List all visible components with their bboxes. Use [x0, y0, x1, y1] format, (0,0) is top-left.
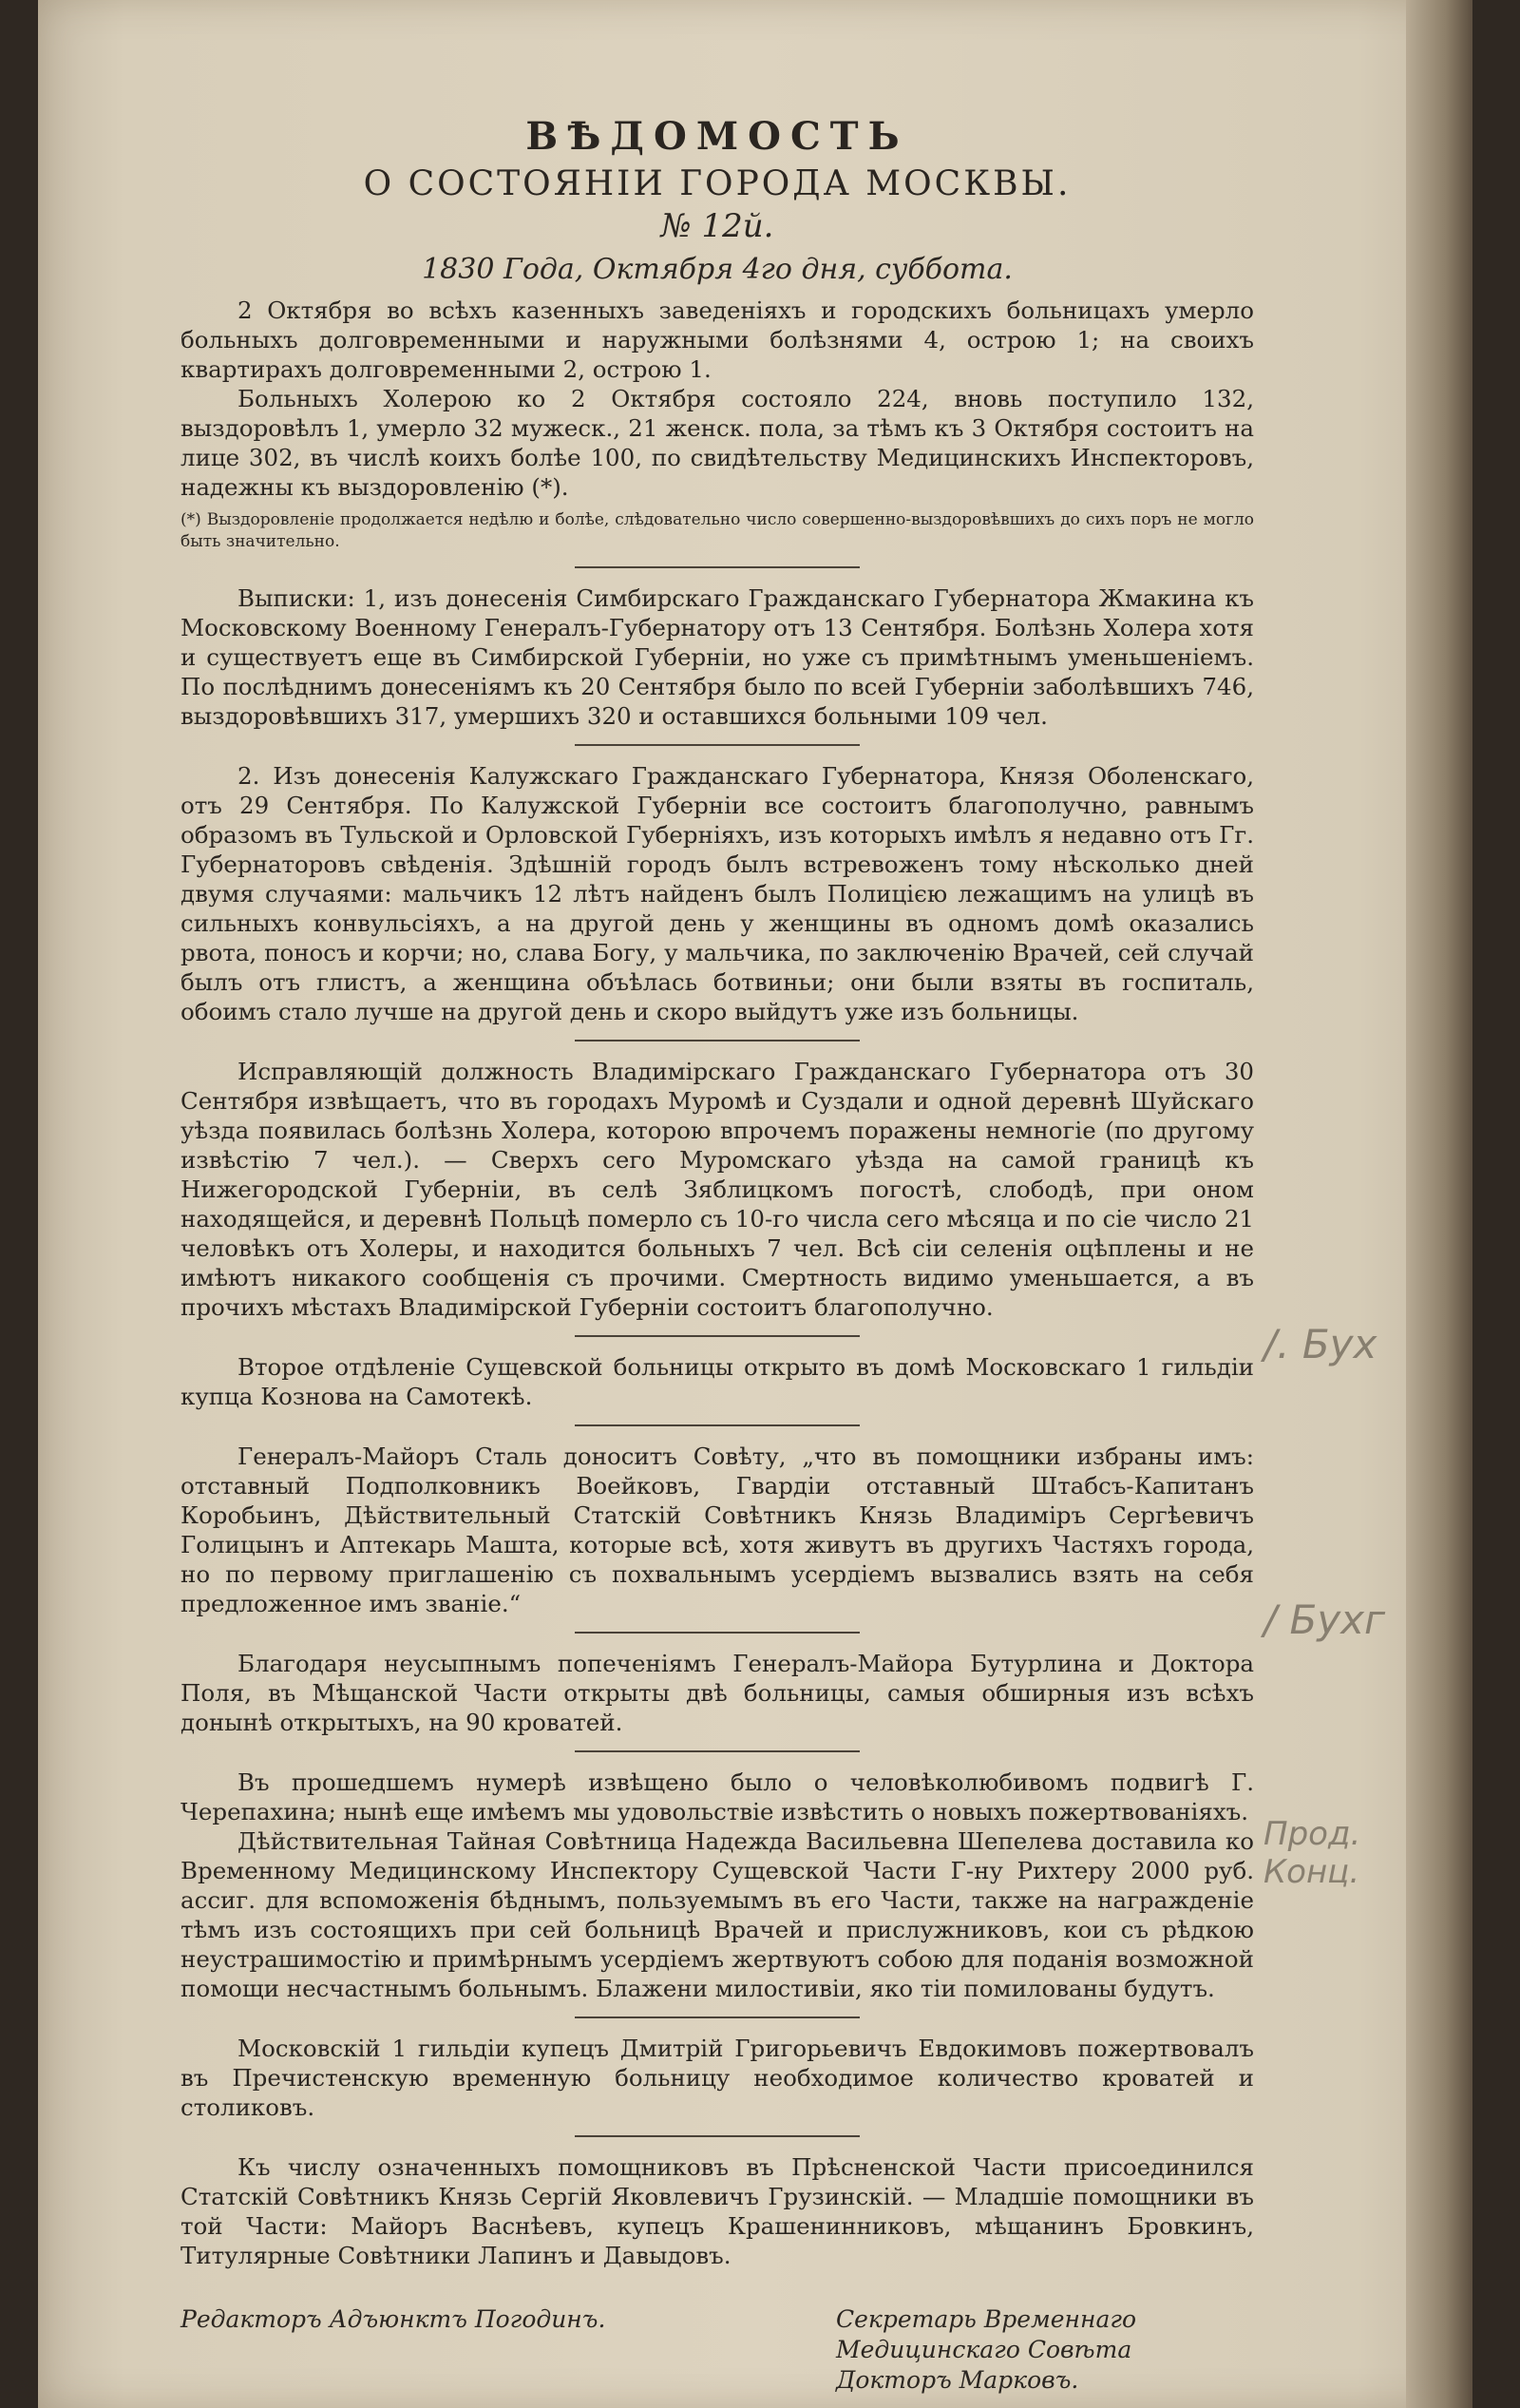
footnote: (*) Выздоровленіе продолжается недѣлю и болѣе, слѣдовательно число совершенно-выздоровѣвшихъ до сихъ поръ не могло быть значительно.: [180, 510, 1254, 551]
paragraph-cherepakhin: Въ прошедшемъ нумерѣ извѣщено было о человѣколюбивомъ подвигѣ Г. Черепахина; нынѣ еще имѣемъ мы удовольствіе извѣстить о новыхъ пожертвованіяхъ.: [180, 1768, 1254, 1825]
margin-note: Прод. Конц.: [1264, 1815, 1361, 1891]
section-divider: [575, 1632, 860, 1634]
section-divider: [575, 744, 860, 746]
section-divider: [575, 566, 860, 568]
paragraph-stal: Генералъ-Майоръ Сталь доноситъ Совѣту, „что въ помощники избраны имъ: отставный Подполковникъ Воейковъ, Гвардіи отставный Штабсъ-Капитанъ Коробьинъ, Дѣйствительный Статскій Совѣтникъ Князь Владиміръ Сергѣевичъ Голицынъ и Аптекарь Машта, которые всѣ, хотя живутъ въ другихъ Частяхъ города, но по первому приглашенію съ похвальнымъ усердіемъ вызвались взять на себя предложенное имъ званіе.“: [180, 1443, 1254, 1617]
page-binding-edge: [1406, 0, 1472, 2408]
page-content: [180, 114, 1254, 2394]
paragraph-cholera-count: Больныхъ Холерою ко 2 Октября состояло 224, вновь поступило 132, выздоровѣлъ 1, умерло 32 мужеск., 21 женск. пола, за тѣмъ къ 3 Октября состоитъ на лице 302, въ числѣ коихъ болѣе 100, по свидѣтельству Медицинскихъ Инспекторовъ, надежны къ выздоровленію (*).: [180, 385, 1254, 501]
section-divider: [575, 2135, 860, 2137]
paragraph-kaluga: 2. Изъ донесенія Калужскаго Гражданскаго Губернатора, Князя Оболенскаго, отъ 29 Сентября. По Калужской Губерніи все состоитъ благополучно, равнымъ образомъ въ Тульской и Орловской Губерніяхъ, изъ которыхъ имѣлъ я недавно отъ Гг. Губернаторовъ свѣденія. Здѣшній городъ былъ встревоженъ тому нѣсколько дней двумя случаями: мальчикъ 12 лѣтъ найденъ былъ Полицією лежащимъ на улицѣ въ сильныхъ конвульсіяхъ, а на другой день у женщины въ одномъ домѣ оказались рвота, поносъ и корчи; но, слава Богу, у мальчика, по заключенію Врачей, сей случай былъ отъ глистъ, а женщина объѣлась ботвиньи; они были взяты въ госпиталь, обоимъ стало лучше на другой день и скоро выйдутъ уже изъ больницы.: [180, 762, 1254, 1025]
signature-secretary: Секретарь Временнаго Медицинскаго Совѣта Докторъ Марковъ.: [836, 2305, 1137, 2394]
signatures: [180, 2304, 1254, 2394]
section-divider: [575, 1040, 860, 1042]
newspaper-page: [38, 0, 1472, 2408]
margin-note: /. Бух: [1264, 1321, 1378, 1367]
paragraph-presnya: Къ числу означенныхъ помощниковъ въ Прѣсненской Части присоединился Статскій Совѣтникъ Князь Сергій Яковлевичъ Грузинскій. — Младшіе помощники въ той Части: Майоръ Васнѣевъ, купецъ Крашенинниковъ, мѣщанинъ Бровкинъ, Титулярные Совѣтники Лапинъ и Давыдовъ.: [180, 2153, 1254, 2269]
paragraph-vladimir: Исправляющій должность Владимірскаго Гражданскаго Губернатора отъ 30 Сентября извѣщаетъ, что въ городахъ Муромѣ и Суздали и одной деревнѣ Шуйскаго уѣзда появилась болѣзнь Холера, которою впрочемъ поражены немногіе (по другому извѣстію 7 чел.). — Сверхъ сего Муромскаго уѣзда на самой границѣ къ Нижегородской Губерніи, въ селѣ Зяблицкомъ погостѣ, слободѣ, при оном находящейся, и деревнѣ Польцѣ померло съ 10-го числа сего мѣсяца и по сіе число 21 человѣкъ отъ Холеры, и находится больныхъ 7 чел. Всѣ сіи селенія оцѣплены и не имѣютъ никакого сообщенія съ прочими. Смертность видимо уменьшается, а въ прочихъ мѣстахъ Владимірской Губерніи состоитъ благополучно.: [180, 1058, 1254, 1321]
issue-dateline: 1830 Года, Октября 4го дня, суббота.: [422, 253, 1013, 286]
paragraph-deaths: 2 Октября во всѣхъ казенныхъ заведеніяхъ и городскихъ больницахъ умерло больныхъ долговременными и наружными болѣзнями 4, острою 1; на своихъ квартирахъ долговременными 2, острою 1.: [180, 296, 1254, 383]
section-divider: [575, 1750, 860, 1752]
margin-note: / Бухг: [1264, 1596, 1386, 1643]
paragraph-buturlin: Благодаря неусыпнымъ попеченіямъ Генералъ-Майора Бутурлина и Доктора Поля, въ Мѣщанской Части открыты двѣ больницы, самыя обширныя изъ всѣхъ донынѣ открытыхъ, на 90 кроватей.: [180, 1650, 1254, 1736]
page-subtitle: О СОСТОЯНІИ ГОРОДА МОСКВЫ.: [363, 164, 1072, 203]
paragraph-evdokimov: Московскій 1 гильдіи купецъ Дмитрій Григорьевичъ Евдокимовъ пожертвовалъ въ Пречистенскую временную больницу необходимое количество кроватей и столиковъ.: [180, 2035, 1254, 2121]
section-divider: [575, 1335, 860, 1337]
section-divider: [575, 2016, 860, 2018]
paragraph-simbirsk: Выписки: 1, изъ донесенія Симбирскаго Гражданскаго Губернатора Жмакина къ Московскому Военному Генералъ-Губернатору отъ 13 Сентября. Болѣзнь Холера хотя и существуетъ еще въ Симбирской Губерніи, но уже съ примѣтнымъ уменьшеніемъ. По послѣднимъ донесеніямъ къ 20 Сентября было по всей Губерніи заболѣвшихъ 746, выздоровѣвшихъ 317, умершихъ 320 и оставшихся больными 109 чел.: [180, 584, 1254, 730]
paragraph-shepeleva: Дѣйствительная Тайная Совѣтница Надежда Васильевна Шепелева доставила ко Временному Медицинскому Инспектору Сущевской Части Г-ну Рихтеру 2000 руб. ассиг. для вспоможенія бѣднымъ, пользуемымъ въ его Части, также на награжденіе тѣмъ изъ состоящихъ при сей больницѣ Врачей и прислужниковъ, кои съ рѣдкою неустрашимостію и примѣрнымъ усердіемъ жертвуютъ собою для поданія возможной помощи несчастнымъ больнымъ. Блажени милостивіи, яко тіи помилованы будутъ.: [180, 1827, 1254, 2002]
issue-number: № 12й.: [660, 207, 774, 245]
page-title: ВѢДОМОСТЬ: [525, 114, 909, 159]
section-divider: [575, 1424, 860, 1426]
signature-editor: Редакторъ Адъюнктъ Погодинъ.: [180, 2305, 606, 2333]
paragraph-sushchevo: Второе отдѣленіе Сущевской больницы открыто въ домѣ Московскаго 1 гильдіи купца Кознова на Самотекѣ.: [180, 1353, 1254, 1410]
